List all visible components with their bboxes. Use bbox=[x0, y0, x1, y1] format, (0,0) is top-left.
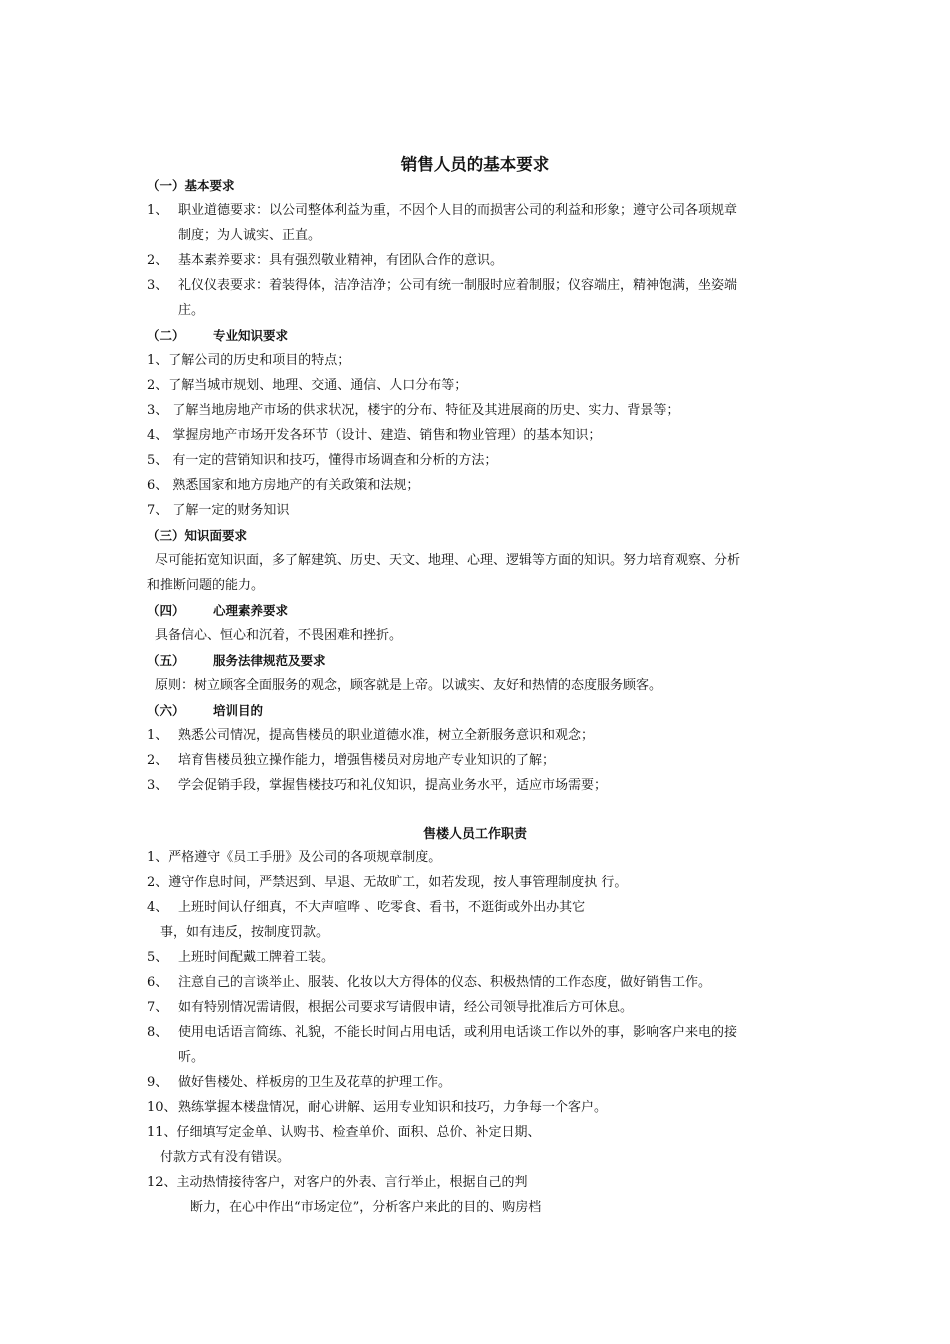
duty-item: 1、严格遵守《员工手册》及公司的各项规章制度。 bbox=[147, 850, 442, 865]
list-item bbox=[147, 251, 503, 271]
item-number: 2、 bbox=[147, 753, 169, 768]
page-title: 销售人员的基本要求 bbox=[400, 155, 550, 174]
paragraph: 具备信心、恒心和沉着，不畏困难和挫折。 bbox=[155, 628, 403, 643]
duty-item-continued: 付款方式有没有错误。 bbox=[160, 1150, 291, 1165]
item-text: 礼仪仪表要求：着装得体，洁净洁净；公司有统一制服时应着制服；仪容端庄，精神饱满，坐姿端 bbox=[178, 278, 738, 293]
list-item bbox=[147, 776, 607, 796]
duty-item bbox=[147, 1073, 451, 1093]
section-heading-basic: （一）基本要求 bbox=[147, 178, 235, 193]
list-item bbox=[147, 726, 594, 746]
duty-item-continued: 事，如有违反，按制度罚款。 bbox=[160, 925, 330, 940]
item-number: 3、 bbox=[147, 278, 169, 293]
item-number: 5、 bbox=[147, 950, 169, 965]
item-text: 注意自己的言谈举止、服装、化妆以大方得体的仪态、积极热情的工作态度，做好销售工作。 bbox=[178, 975, 712, 990]
item-number: 7、 bbox=[147, 1000, 169, 1015]
list-item: 1、了解公司的历史和项目的特点； bbox=[147, 353, 351, 368]
section-label: 专业知识要求 bbox=[213, 328, 289, 343]
item-number: 4、 bbox=[147, 900, 169, 915]
section-heading-training bbox=[147, 701, 263, 721]
duty-item bbox=[147, 948, 334, 968]
list-item: 4、 掌握房地产市场开发各环节（设计、建造、销售和物业管理）的基本知识； bbox=[147, 428, 602, 443]
item-text: 使用电话语言简练、礼貌，不能长时间占用电话，或利用电话谈工作以外的事，影响客户来电的接 bbox=[178, 1025, 738, 1040]
item-text: 培育售楼员独立操作能力，增强售楼员对房地产专业知识的了解； bbox=[178, 753, 556, 768]
section-number: （五） bbox=[147, 653, 185, 668]
duty-item bbox=[147, 973, 711, 993]
list-item: 3、 了解当地房地产市场的供求状况，楼宇的分布、特征及其进展商的历史、实力、背景等； bbox=[147, 403, 680, 418]
section-label: 服务法律规范及要求 bbox=[213, 653, 326, 668]
list-item: 2、了解当城市规划、地理、交通、通信、人口分布等； bbox=[147, 378, 468, 393]
section-number: （四） bbox=[147, 603, 185, 618]
duty-item: 2、遵守作息时间，严禁迟到、早退、无故旷工，如若发现，按人事管理制度执 行。 bbox=[147, 875, 628, 890]
item-number: 1、 bbox=[147, 203, 169, 218]
section-heading-psychology bbox=[147, 601, 288, 621]
paragraph: 原则：树立顾客全面服务的观念，顾客就是上帝。以诚实、友好和热情的态度服务顾客。 bbox=[155, 678, 663, 693]
section-label: 培训目的 bbox=[213, 703, 264, 718]
item-text: 学会促销手段，掌握售楼技巧和礼仪知识，提高业务水平，适应市场需要； bbox=[178, 778, 608, 793]
duty-item-continued: 断力，在心中作出“市场定位”，分析客户来此的目的、购房档 bbox=[190, 1200, 542, 1215]
item-text: 如有特别情况需请假，根据公司要求写请假申请，经公司领导批准后方可休息。 bbox=[178, 1000, 634, 1015]
section-heading-professional bbox=[147, 326, 288, 346]
item-text: 上班时间配戴工牌着工装。 bbox=[178, 950, 335, 965]
item-number: 10、 bbox=[147, 1100, 177, 1115]
list-item bbox=[147, 751, 555, 771]
duty-item bbox=[147, 1023, 737, 1043]
section-heading-service bbox=[147, 651, 326, 671]
section-number: （二） bbox=[147, 328, 185, 343]
section-heading-knowledge: （三）知识面要求 bbox=[147, 528, 248, 543]
list-item: 6、 熟悉国家和地方房地产的有关政策和法规； bbox=[147, 478, 420, 493]
item-text: 做好售楼处、样板房的卫生及花草的护理工作。 bbox=[178, 1075, 452, 1090]
item-text: 上班时间认仔细真，不大声喧哗 、吃零食、看书，不逛街或外出办其它 bbox=[178, 900, 586, 915]
list-item: 7、 了解一定的财务知识 bbox=[147, 503, 290, 518]
list-item bbox=[147, 201, 737, 221]
duty-item bbox=[147, 998, 633, 1018]
duty-item bbox=[147, 1098, 607, 1118]
list-item bbox=[147, 276, 737, 296]
item-number: 1、 bbox=[147, 728, 169, 743]
duty-item-continued: 听。 bbox=[178, 1050, 205, 1065]
paragraph-continued: 和推断问题的能力。 bbox=[147, 578, 265, 593]
item-text: 职业道德要求：以公司整体利益为重，不因个人目的而损害公司的利益和形象；遵守公司各项规章 bbox=[178, 203, 738, 218]
list-item: 5、 有一定的营销知识和技巧，懂得市场调查和分析的方法； bbox=[147, 453, 498, 468]
section-label: 心理素养要求 bbox=[213, 603, 289, 618]
duty-item: 11、仔细填写定金单、认购书、检查单价、面积、总价、补定日期、 bbox=[147, 1125, 541, 1140]
item-text: 基本素养要求：具有强烈敬业精神，有团队合作的意识。 bbox=[178, 253, 504, 268]
paragraph: 尽可能拓宽知识面，多了解建筑、历史、天文、地理、心理、逻辑等方面的知识。努力培育观察、分析 bbox=[155, 553, 741, 568]
item-number: 9、 bbox=[147, 1075, 169, 1090]
duties-title: 售楼人员工作职责 bbox=[422, 827, 527, 842]
item-text-continued: 庄。 bbox=[178, 303, 205, 318]
item-text: 熟悉公司情况，提高售楼员的职业道德水准，树立全新服务意识和观念； bbox=[178, 728, 595, 743]
item-text-continued: 制度；为人诚实、正直。 bbox=[178, 228, 322, 243]
item-text: 熟练掌握本楼盘情况，耐心讲解、运用专业知识和技巧，力争每一个客户。 bbox=[178, 1100, 608, 1115]
item-number: 6、 bbox=[147, 975, 169, 990]
duty-item: 12、主动热情接待客户，对客户的外表、言行举止，根据自己的判 bbox=[147, 1175, 528, 1190]
item-number: 2、 bbox=[147, 253, 169, 268]
item-number: 8、 bbox=[147, 1025, 169, 1040]
item-number: 3、 bbox=[147, 778, 169, 793]
duty-item bbox=[147, 898, 585, 918]
section-number: （六） bbox=[147, 703, 185, 718]
